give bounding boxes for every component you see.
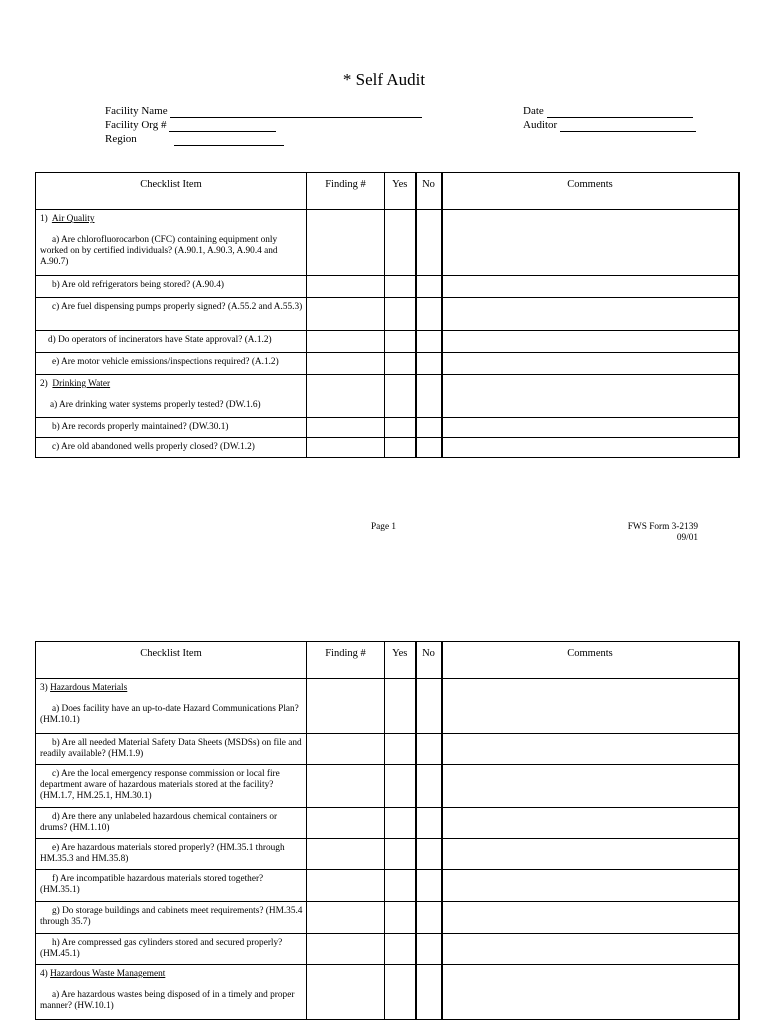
facility-org-label: Facility Org # [105, 119, 167, 131]
no-checkbox[interactable] [416, 902, 442, 934]
checklist-item [36, 965, 307, 1020]
yes-checkbox[interactable] [385, 353, 416, 375]
finding-cell[interactable] [307, 765, 385, 808]
question-text: c) Are the local emergency response commission or local fire department aware of hazardous materials stored at the facility? (HM.1.7, HM.25.1, HM.30.1) [36, 765, 307, 808]
col-checklist-item: Checklist Item [36, 173, 307, 210]
question-text: b) Are records properly maintained? (DW.30.1) [36, 418, 307, 438]
no-checkbox[interactable] [416, 839, 442, 870]
comments-cell[interactable] [442, 210, 739, 276]
checklist-item [36, 210, 307, 276]
comments-cell[interactable] [442, 418, 739, 438]
finding-cell[interactable] [307, 276, 385, 298]
yes-checkbox[interactable] [385, 870, 416, 902]
table-row [36, 210, 739, 276]
comments-cell[interactable] [442, 298, 739, 331]
yes-checkbox[interactable] [385, 965, 416, 1020]
no-checkbox[interactable] [416, 808, 442, 839]
col-finding: Finding # [307, 642, 385, 679]
date-label: Date [523, 105, 544, 117]
table-header-row [36, 173, 739, 210]
question-text: e) Are motor vehicle emissions/inspections required? (A.1.2) [36, 353, 307, 375]
question-text: g) Do storage buildings and cabinets meet requirements? (HM.35.4 through 35.7) [36, 902, 307, 934]
comments-cell[interactable] [442, 965, 739, 1020]
no-checkbox[interactable] [416, 210, 442, 276]
finding-cell[interactable] [307, 331, 385, 353]
no-checkbox[interactable] [416, 870, 442, 902]
no-checkbox[interactable] [416, 375, 442, 418]
col-yes: Yes [385, 642, 416, 679]
no-checkbox[interactable] [416, 934, 442, 965]
col-no: No [416, 173, 442, 210]
comments-cell[interactable] [442, 438, 739, 458]
table-row [36, 808, 739, 839]
yes-checkbox[interactable] [385, 418, 416, 438]
table-row [36, 839, 739, 870]
section-heading: 2) Drinking Water [40, 379, 111, 389]
no-checkbox[interactable] [416, 418, 442, 438]
col-finding: Finding # [307, 173, 385, 210]
comments-cell[interactable] [442, 765, 739, 808]
table-row [36, 679, 739, 734]
form-id: FWS Form 3-2139 [627, 522, 698, 532]
yes-checkbox[interactable] [385, 438, 416, 458]
finding-cell[interactable] [307, 353, 385, 375]
checklist-item [36, 375, 307, 418]
finding-cell[interactable] [307, 375, 385, 418]
facility-org-field[interactable] [105, 118, 276, 132]
region-line[interactable] [174, 134, 284, 146]
yes-checkbox[interactable] [385, 679, 416, 734]
col-yes: Yes [385, 173, 416, 210]
finding-cell[interactable] [307, 679, 385, 734]
table-row [36, 438, 739, 458]
table-row [36, 902, 739, 934]
comments-cell[interactable] [442, 331, 739, 353]
table-row [36, 353, 739, 375]
comments-cell[interactable] [442, 375, 739, 418]
table-row [36, 965, 739, 1020]
comments-cell[interactable] [442, 934, 739, 965]
no-checkbox[interactable] [416, 438, 442, 458]
comments-cell[interactable] [442, 902, 739, 934]
comments-cell[interactable] [442, 808, 739, 839]
col-comments: Comments [442, 173, 739, 210]
section-heading: 1) Air Quality [40, 214, 95, 224]
question-text: a) Are hazardous wastes being disposed of in a timely and proper manner? (HW.10.1) [40, 990, 295, 1011]
finding-cell[interactable] [307, 808, 385, 839]
checklist-item [36, 679, 307, 734]
col-comments: Comments [442, 642, 739, 679]
comments-cell[interactable] [442, 734, 739, 765]
no-checkbox[interactable] [416, 331, 442, 353]
region-field[interactable] [105, 132, 284, 146]
comments-cell[interactable] [442, 679, 739, 734]
form-number [600, 522, 698, 544]
no-checkbox[interactable] [416, 965, 442, 1020]
auditor-label: Auditor [523, 119, 558, 131]
form-date: 09/01 [676, 533, 698, 543]
yes-checkbox[interactable] [385, 839, 416, 870]
table-row [36, 765, 739, 808]
table-row [36, 331, 739, 353]
yes-checkbox[interactable] [385, 276, 416, 298]
facility-name-label: Facility Name [105, 105, 168, 117]
no-checkbox[interactable] [416, 353, 442, 375]
comments-cell[interactable] [442, 353, 739, 375]
finding-cell[interactable] [307, 298, 385, 331]
table-header-row [36, 642, 739, 679]
table-row [36, 934, 739, 965]
finding-cell[interactable] [307, 734, 385, 765]
question-text: c) Are old abandoned wells properly closed? (DW.1.2) [36, 438, 307, 458]
finding-cell[interactable] [307, 210, 385, 276]
page-number: Page 1 [371, 522, 397, 532]
question-text: f) Are incompatible hazardous materials stored together? (HM.35.1) [36, 870, 307, 902]
finding-cell[interactable] [307, 965, 385, 1020]
question-text: e) Are hazardous materials stored properly? (HM.35.1 through HM.35.3 and HM.35.8) [36, 839, 307, 870]
facility-name-field[interactable] [105, 104, 422, 118]
question-text: h) Are compressed gas cylinders stored and secured properly? (HM.45.1) [36, 934, 307, 965]
finding-cell[interactable] [307, 839, 385, 870]
table-row [36, 734, 739, 765]
checklist-table-page-2 [35, 641, 740, 1020]
no-checkbox[interactable] [416, 679, 442, 734]
checklist-table-page-1 [35, 172, 740, 458]
question-text: d) Are there any unlabeled hazardous chemical containers or drums? (HM.1.10) [36, 808, 307, 839]
auditor-line[interactable] [560, 120, 696, 132]
facility-org-line[interactable] [169, 120, 276, 132]
table-row [36, 298, 739, 331]
section-heading: 3) Hazardous Materials [40, 683, 128, 693]
table-row [36, 276, 739, 298]
table-row [36, 870, 739, 902]
yes-checkbox[interactable] [385, 298, 416, 331]
yes-checkbox[interactable] [385, 902, 416, 934]
date-line[interactable] [547, 106, 693, 118]
col-checklist-item: Checklist Item [36, 642, 307, 679]
date-field[interactable] [523, 104, 693, 118]
question-text: d) Do operators of incinerators have State approval? (A.1.2) [36, 331, 307, 353]
question-text: a) Does facility have an up-to-date Hazard Communications Plan? (HM.10.1) [40, 704, 299, 725]
question-text: a) Are chlorofluorocarbon (CFC) containing equipment only worked on by certified individuals? (A.90.1, A.90.3, A.90.4 and A.90.7) [40, 235, 278, 267]
yes-checkbox[interactable] [385, 375, 416, 418]
table-row [36, 375, 739, 418]
finding-cell[interactable] [307, 902, 385, 934]
no-checkbox[interactable] [416, 298, 442, 331]
yes-checkbox[interactable] [385, 331, 416, 353]
yes-checkbox[interactable] [385, 934, 416, 965]
yes-checkbox[interactable] [385, 765, 416, 808]
auditor-field[interactable] [523, 118, 696, 132]
region-label: Region [105, 133, 137, 145]
form-title: * Self Audit [342, 70, 426, 89]
comments-cell[interactable] [442, 870, 739, 902]
col-no: No [416, 642, 442, 679]
finding-cell[interactable] [307, 870, 385, 902]
comments-cell[interactable] [442, 839, 739, 870]
yes-checkbox[interactable] [385, 808, 416, 839]
question-text: c) Are fuel dispensing pumps properly signed? (A.55.2 and A.55.3) [36, 298, 307, 331]
no-checkbox[interactable] [416, 276, 442, 298]
question-text: a) Are drinking water systems properly tested? (DW.1.6) [50, 400, 261, 410]
no-checkbox[interactable] [416, 765, 442, 808]
finding-cell[interactable] [307, 418, 385, 438]
no-checkbox[interactable] [416, 734, 442, 765]
question-text: b) Are old refrigerators being stored? (A.90.4) [36, 276, 307, 298]
yes-checkbox[interactable] [385, 210, 416, 276]
question-text: b) Are all needed Material Safety Data Sheets (MSDSs) on file and readily available? (HM.1.9) [36, 734, 307, 765]
comments-cell[interactable] [442, 276, 739, 298]
table-row [36, 418, 739, 438]
section-heading: 4) Hazardous Waste Management [40, 969, 166, 979]
finding-cell[interactable] [307, 934, 385, 965]
facility-name-line[interactable] [170, 106, 422, 118]
finding-cell[interactable] [307, 438, 385, 458]
yes-checkbox[interactable] [385, 734, 416, 765]
